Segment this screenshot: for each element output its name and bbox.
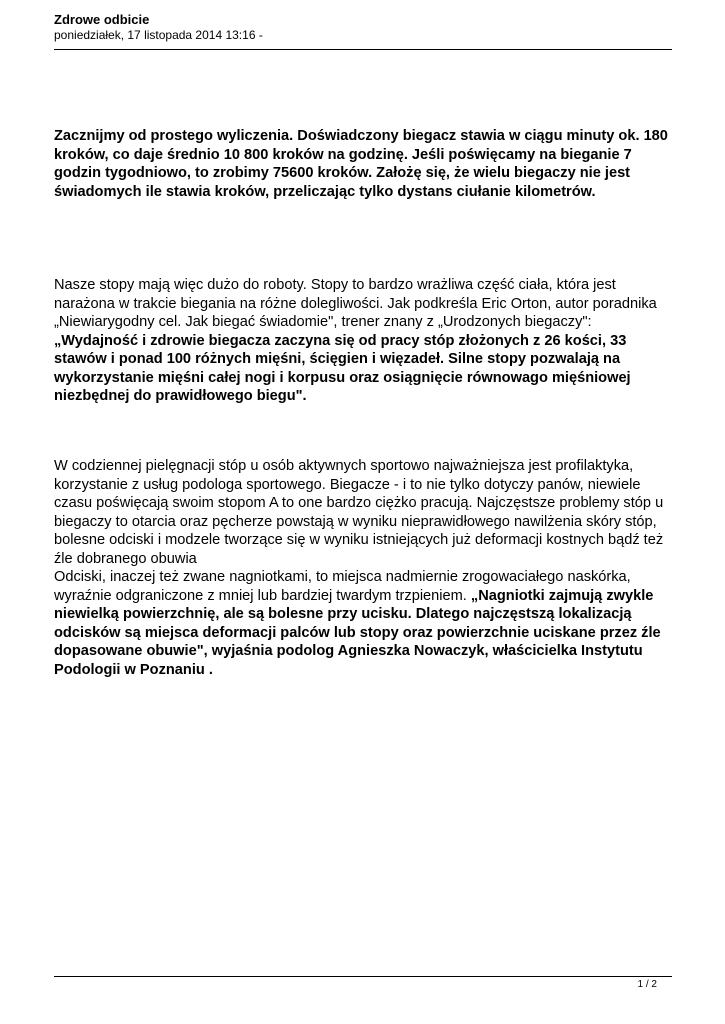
footer-divider — [54, 976, 672, 977]
paragraph-intro — [54, 127, 676, 201]
paragraph-care-text: W codziennej pielęgnacji stóp u osób aktywnych sportowo najważniejsza jest profilaktyka, korzystanie z usług podologa sportowego. Biegacze - i to nie tylko dotyczy panów, niewiele czasu poświęcają swoim stopom A to one bardzo ciężko pracują. Najczęstsze problemy stóp u biegaczy to otarcia oraz pęcherze powstają w wyniku nieprawidłowego nawilżenia skóry stóp, bolesne odciski i modzele tworzące się w wyniku istniejących już deformacji kostnych bądź też źle dobranego obuwia — [54, 458, 664, 567]
paragraph-intro-text: Zacznijmy od prostego wyliczenia. Doświadczony biegacz stawia w ciągu minuty ok. 180 kroków, co daje średnio 10 800 kroków na godzinę. Jeśli poświęcamy na bieganie 7 godzin tygodniowo, to zrobimy 75600 kroków. Założę się, że wielu biegaczy nie jest świadomych ile stawia kroków, przeliczając tylko dystans ciułanie kilometrów. — [54, 128, 668, 200]
document-title: Zdrowe odbicie — [54, 12, 150, 27]
header-divider — [54, 49, 672, 50]
document-date: poniedziałek, 17 listopada 2014 13:16 - — [54, 28, 263, 42]
paragraph-corns-regular: Odciski, inaczej też zwane nagniotkami, to miejsca nadmiernie zrogowaciałego naskórka, wyraźnie odgraniczone z mniej lub bardziej twardym trzpieniem. — [54, 569, 631, 604]
paragraph-corns-text — [54, 568, 676, 679]
paragraph-feet-quote: „Wydajność i zdrowie biegacza zaczyna się od pracy stóp złożonych z 26 kości, 33 stawów i ponad 100 różnych mięśni, ścięgien i więzadeł. Silne stopy pozwalają na wykorzystanie mięśni całej nogi i korpusu oraz osiągnięcie równowago mięśniowej niezbędnej do prawidłowego biegu". — [54, 332, 631, 404]
paragraph-corns-quote: „Nagniotki zajmują zwykle niewielką powierzchnię, ale są bolesne przy ucisku. Dlatego najczęstszą lokalizacją odcisków są miejsca deformacji palców lub stopy oraz powierzchnie uciskane przez źle dopasowane obuwie", wyjaśnia podolog Agnieszka Nowaczyk, właścicielka Instytutu Podologii w Poznaniu . — [54, 587, 661, 678]
paragraph-feet-text — [54, 276, 676, 406]
paragraph-care — [54, 457, 676, 679]
paragraph-feet — [54, 276, 676, 406]
page-header — [54, 12, 672, 43]
page-number: 1 / 2 — [637, 979, 657, 990]
paragraph-feet-regular: Nasze stopy mają więc dużo do roboty. Stopy to bardzo wrażliwa część ciała, która jest narażona w trakcie biegania na różne dolegliwości. Jak podkreśla Eric Orton, autor poradnika „Niewiarygodny cel. Jak biegać świadomie", trener znany z „Urodzonych biegaczy": — [54, 277, 657, 330]
